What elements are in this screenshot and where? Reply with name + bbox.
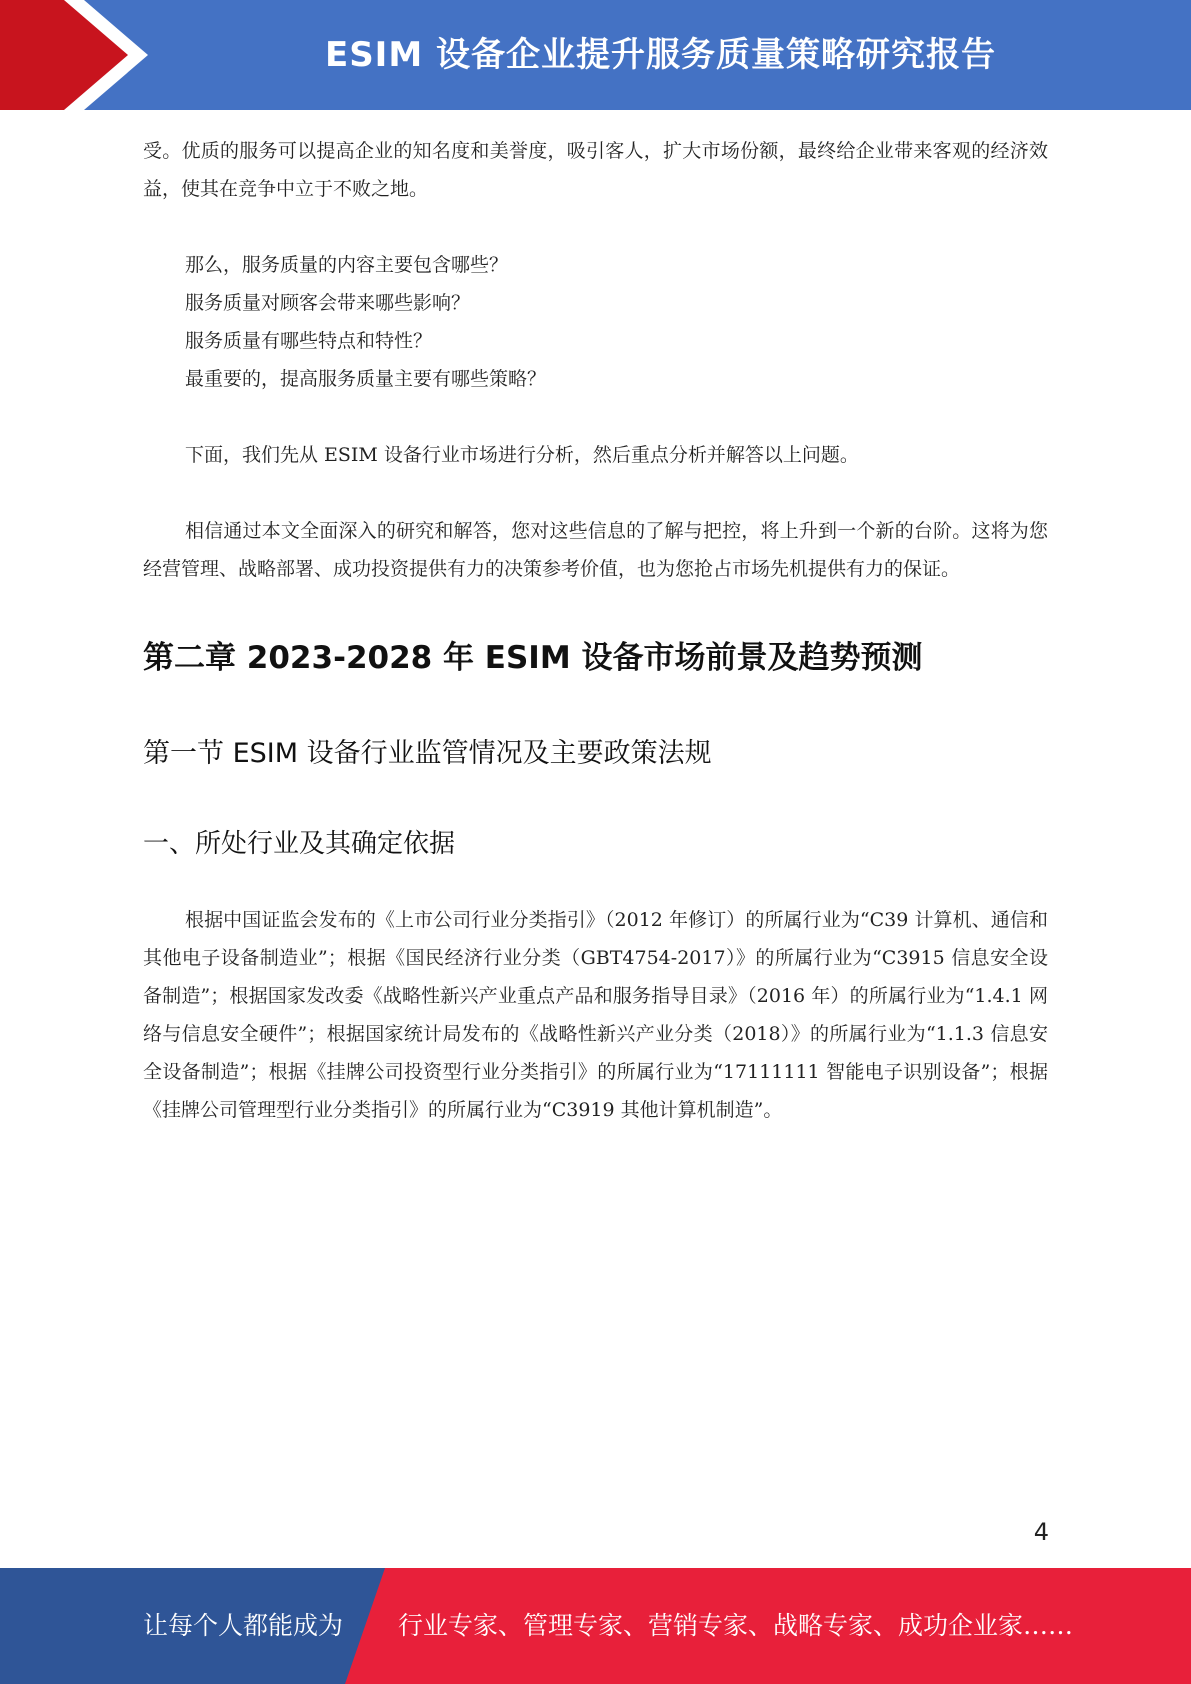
spacer [143, 680, 1048, 734]
section-title: 第一节 ESIM 设备行业监管情况及主要政策法规 [143, 738, 712, 769]
footer-slogan-right: 行业专家、管理专家、营销专家、战略专家、成功企业家…… [398, 1611, 1074, 1640]
spacer [143, 474, 1048, 512]
page-content [143, 132, 1048, 1129]
question-1: 那么，服务质量的内容主要包含哪些？ [185, 254, 509, 276]
spacer [143, 398, 1048, 436]
spacer [143, 774, 1048, 824]
report-title: ESIM 设备企业提升服务质量策略研究报告 [324, 35, 997, 75]
question-2: 服务质量对顾客会带来哪些影响？ [185, 292, 471, 314]
footer-banner [0, 1568, 1191, 1684]
spacer [143, 208, 1048, 246]
question-3: 服务质量有哪些特点和特性？ [185, 330, 433, 352]
question-4: 最重要的，提高服务质量主要有哪些策略？ [185, 368, 547, 390]
analysis-intro-paragraph: 下面，我们先从 ESIM 设备行业市场进行分析，然后重点分析并解答以上问题。 [185, 444, 859, 466]
spacer [143, 588, 1048, 636]
value-paragraph: 相信通过本文全面深入的研究和解答，您对这些信息的了解与把控，将上升到一个新的台阶。这将为您经营管理、战略部署、成功投资提供有力的决策参考价值，也为您抢占市场先机提供有力的保证。 [143, 520, 1048, 580]
industry-classification-paragraph: 根据中国证监会发布的《上市公司行业分类指引》（2012 年修订）的所属行业为“C39 计算机、通信和其他电子设备制造业”；根据《国民经济行业分类（GBT4754-2017）》的所属行业为“C3915 信息安全设备制造”；根据国家发改委《战略性新兴产业重点产品和服务指导目录》（2016 年）的所属行业为“1.4.1 网络与信息安全硬件”；根据国家统计局发布的《战略性新兴产业分类（2018）》的所属行业为“1.1.3 信息安全设备制造”；根据《挂牌公司投资型行业分类指引》的所属行业为“17111111 智能电子识别设备”；根据《挂牌公司管理型行业分类指引》的所属行业为“C3919 其他计算机制造”。 [143, 909, 1048, 1121]
header-banner [0, 0, 1191, 110]
chapter-title: 第二章 2023-2028 年 ESIM 设备市场前景及趋势预测 [143, 640, 923, 676]
footer-slogan-left: 让每个人都能成为 [143, 1611, 344, 1640]
page-number: 4 [1033, 1518, 1049, 1546]
intro-paragraph: 受。优质的服务可以提高企业的知名度和美誉度，吸引客人，扩大市场份额，最终给企业带来客观的经济效益，使其在竞争中立于不败之地。 [143, 140, 1048, 200]
subsection-title: 一、所处行业及其确定依据 [143, 829, 456, 859]
spacer [143, 864, 1048, 901]
